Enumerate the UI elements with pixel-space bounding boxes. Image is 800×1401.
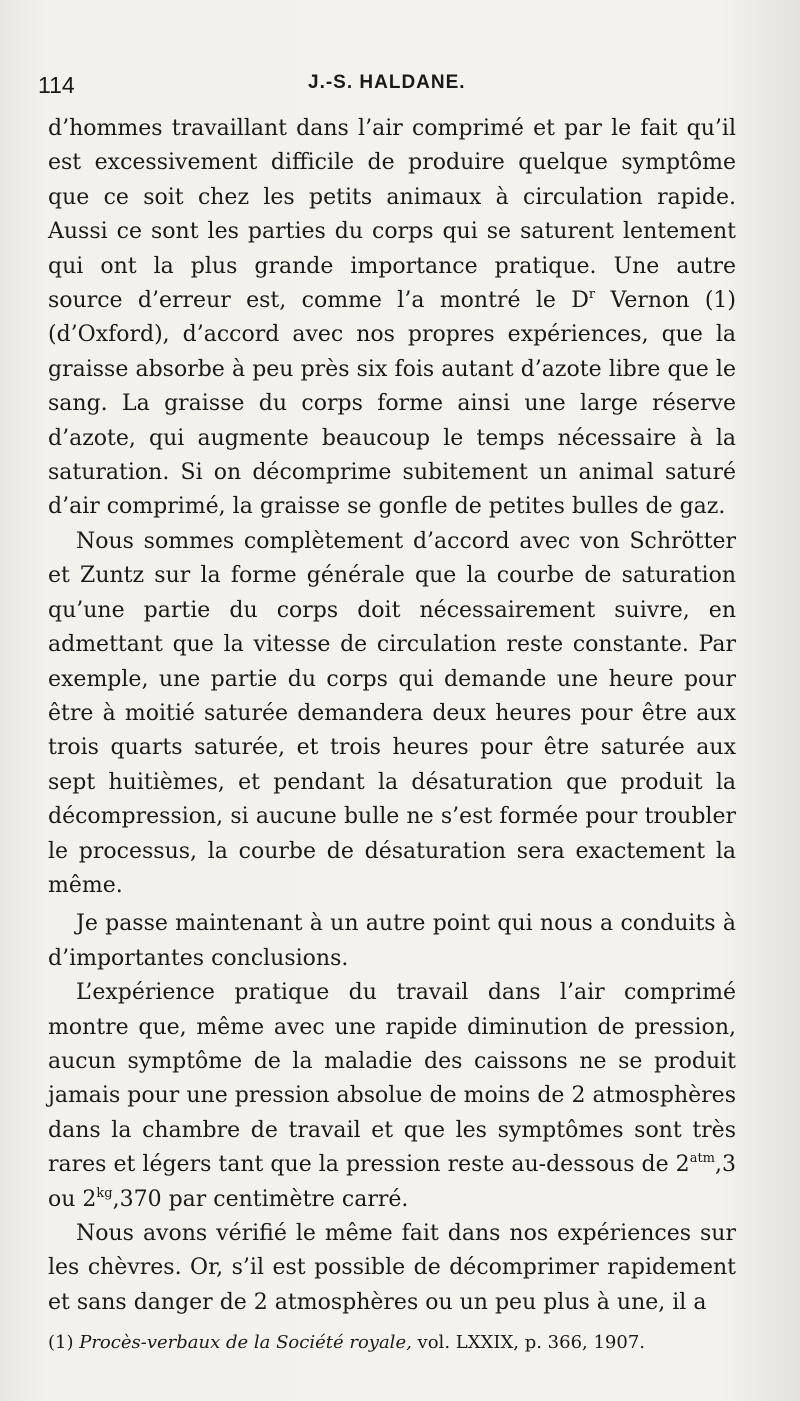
- paragraph-1: [48, 112, 736, 525]
- paragraph-4-text-c: ,370 par centimètre carré.: [112, 1186, 409, 1212]
- running-head: J.-S. HALDANE.: [308, 72, 466, 93]
- page-header: [38, 72, 738, 102]
- page-number: 114: [38, 72, 75, 98]
- footnote-marker: (1): [48, 1332, 80, 1353]
- paragraph-2: Nous sommes complètement d’accord avec von Schrötter et Zuntz sur la forme générale que la courbe de saturation qu’une partie du corps doit nécessairement suivre, en admettant que la vitesse de circulation reste constante. Par exemple, une partie du corps qui demande une heure pour être à moitié saturée demandera deux heures pour être aux trois quarts saturée, et trois heures pour être saturée aux sept huitièmes, et pendant la désaturation que produit la décompression, si aucune bulle ne s’est formée pour troubler le processus, la courbe de désaturation sera exactement la même.: [48, 528, 736, 898]
- paragraph-5: Nous avons vérifié le même fait dans nos expériences sur les chèvres. Or, s’il est possible de décomprimer rapidement et sans danger de 2 atmosphères ou un peu plus à une, il a: [48, 1221, 736, 1315]
- paragraph-1-superscript: r: [588, 287, 596, 303]
- footnote-rest: vol. LXXIX, p. 366, 1907.: [411, 1332, 646, 1353]
- body-text: [48, 112, 736, 1320]
- paragraph-1-text-b: Vernon (1) (d’Oxford), d’accord avec nos propres expériences, que la graisse absorbe à peu près six fois autant d’azote libre que le sang. La graisse du corps forme ainsi une large réserve d’azote, qui augmente beaucoup le temps nécessaire à la saturation. Si on décomprime subitement un animal saturé d’air comprimé, la graisse se gonfle de petites bulles de gaz.: [48, 288, 737, 520]
- paragraph-4-text-b: ,3 ou 2: [48, 1152, 736, 1212]
- paragraph-3: Je passe maintenant à un autre point qui nous a conduits à d’importantes conclusions.: [48, 911, 736, 971]
- paragraph-4: [48, 976, 736, 1217]
- footnote: [48, 1330, 736, 1356]
- paragraph-4-superscript-kg: kg: [96, 1185, 113, 1201]
- paragraph-1-text-a: d’hommes travaillant dans l’air comprimé et par le fait qu’il est excessivement difficile de produire quelque symptôme que ce soit chez les petits animaux à circulation rapide. Aussi ce sont les parties du corps qui se saturent lentement qui ont la plus grande importance pratique. Une autre source d’erreur est, comme l’a montré le D: [48, 116, 736, 314]
- paragraph-4-text-a: L’expérience pratique du travail dans l’air comprimé montre que, même avec une rapide diminution de pression, aucun symptôme de la maladie des caissons ne se produit jamais pour une pression absolue de moins de 2 atmosphères dans la chambre de travail et que les symptômes sont très rares et légers tant que la pression reste au-dessous de 2: [48, 980, 736, 1178]
- footnote-title: Procès-verbaux de la Société royale,: [79, 1332, 412, 1353]
- paragraph-4-superscript-atm: atm: [689, 1151, 715, 1167]
